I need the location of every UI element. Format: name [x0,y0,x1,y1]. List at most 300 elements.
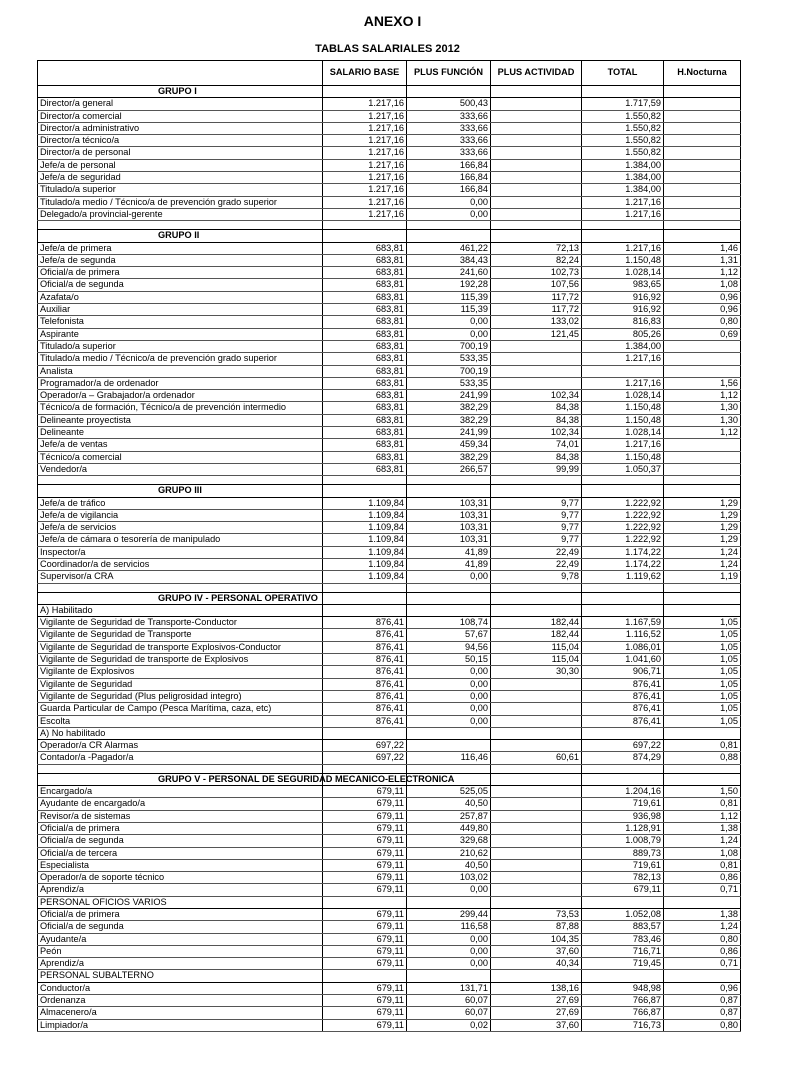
cell-h-nocturna: 1,05 [664,617,741,629]
cell-plus-funcion: 533,35 [407,353,491,365]
table-row [38,982,741,994]
cell-total: 805,26 [582,328,664,340]
cell-category: Oficial/a de primera [38,822,323,834]
cell-h-nocturna: 1,29 [664,522,741,534]
cell-plus-funcion: 241,99 [407,390,491,402]
cell-plus-actividad: 115,04 [491,641,582,653]
cell-total [582,221,664,230]
cell-h-nocturna [664,230,741,242]
group-header-row [38,773,741,785]
cell-category: Programador/a de ordenador [38,377,323,389]
table-row [38,159,741,171]
cell-plus-actividad [491,798,582,810]
cell-total: 1.116,52 [582,629,664,641]
cell-total: 876,41 [582,678,664,690]
cell-plus-actividad: 37,60 [491,1019,582,1031]
table-row [38,958,741,970]
cell-salario-base: 679,11 [323,1019,407,1031]
cell-salario-base: 697,22 [323,752,407,764]
cell-salario-base: 679,11 [323,1007,407,1019]
header-plus-actividad: PLUS ACTIVIDAD [491,61,582,86]
cell-category: Escolta [38,715,323,727]
cell-salario-base: 683,81 [323,377,407,389]
section-header-row [38,896,741,908]
cell-h-nocturna: 0,86 [664,872,741,884]
group-header-row [38,592,741,604]
cell-total: 1.550,82 [582,135,664,147]
cell-total: 1.222,92 [582,534,664,546]
cell-plus-actividad: 84,38 [491,402,582,414]
cell-h-nocturna: 0,80 [664,1019,741,1031]
cell-category: Director/a comercial [38,110,323,122]
cell-plus-actividad: 102,73 [491,267,582,279]
cell-h-nocturna [664,896,741,908]
cell-total: 883,57 [582,921,664,933]
header-plus-funcion: PLUS FUNCIÓN [407,61,491,86]
cell-category: Titulado/a superior [38,184,323,196]
cell-category: Encargado/a [38,786,323,798]
cell-total: 1.222,92 [582,509,664,521]
cell-plus-actividad [491,703,582,715]
cell-plus-actividad [491,859,582,871]
cell-plus-funcion: 384,43 [407,254,491,266]
cell-h-nocturna [664,439,741,451]
cell-salario-base [323,230,407,242]
table-row [38,690,741,702]
cell-plus-funcion: 0,00 [407,945,491,957]
cell-h-nocturna: 1,38 [664,909,741,921]
cell-h-nocturna [664,365,741,377]
cell-plus-funcion: 0,00 [407,208,491,220]
cell-plus-funcion: 461,22 [407,242,491,254]
cell-category: Vigilante de Seguridad de transporte Explosivos-Conductor [38,641,323,653]
table-row [38,678,741,690]
cell-category: Director/a técnico/a [38,135,323,147]
cell-salario-base: 1.109,84 [323,571,407,583]
cell-salario-base: 683,81 [323,304,407,316]
cell-total [582,365,664,377]
cell-total: 1.717,59 [582,98,664,110]
cell-plus-funcion: 0,00 [407,715,491,727]
cell-plus-funcion: 533,35 [407,377,491,389]
cell-category: A) Habilitado [38,604,323,616]
cell-salario-base: 1.217,16 [323,135,407,147]
cell-salario-base: 683,81 [323,279,407,291]
cell-category: Supervisor/a CRA [38,571,323,583]
cell-category: Técnico/a de formación, Técnico/a de prevención intermedio [38,402,323,414]
cell-plus-actividad [491,678,582,690]
cell-h-nocturna [664,592,741,604]
cell-plus-actividad: 138,16 [491,982,582,994]
cell-plus-actividad [491,184,582,196]
spacer-row [38,583,741,592]
cell-total [582,485,664,497]
table-row [38,641,741,653]
cell-plus-actividad: 74,01 [491,439,582,451]
cell-plus-actividad [491,690,582,702]
cell-category: Vigilante de Seguridad (Plus peligrosidad integro) [38,690,323,702]
cell-salario-base: 679,11 [323,798,407,810]
cell-category: GRUPO V - PERSONAL DE SEGURIDAD MECANICO-ELECTRONICA [38,773,323,785]
cell-plus-funcion: 333,66 [407,110,491,122]
cell-salario-base: 1.109,84 [323,509,407,521]
table-row [38,340,741,352]
table-row [38,279,741,291]
cell-total: 876,41 [582,690,664,702]
cell-h-nocturna: 1,05 [664,641,741,653]
cell-category: Azafata/o [38,291,323,303]
cell-category: Director/a de personal [38,147,323,159]
cell-salario-base: 679,11 [323,958,407,970]
cell-h-nocturna [664,353,741,365]
cell-total [582,592,664,604]
section-header-row [38,970,741,982]
cell-plus-funcion: 329,68 [407,835,491,847]
cell-salario-base: 1.109,84 [323,497,407,509]
cell-plus-funcion: 60,07 [407,995,491,1007]
cell-plus-actividad: 30,30 [491,666,582,678]
table-row [38,196,741,208]
cell-h-nocturna: 1,08 [664,847,741,859]
cell-category: Aprendiz/a [38,884,323,896]
cell-salario-base: 679,11 [323,847,407,859]
cell-total: 916,92 [582,291,664,303]
cell-category: Titulado/a superior [38,340,323,352]
cell-plus-funcion [407,592,491,604]
cell-h-nocturna [664,463,741,475]
cell-total [582,476,664,485]
group-header-row [38,485,741,497]
cell-category: Peón [38,945,323,957]
cell-h-nocturna [664,172,741,184]
cell-total: 1.041,60 [582,654,664,666]
cell-category: PERSONAL SUBALTERNO [38,970,323,982]
cell-plus-funcion: 0,00 [407,884,491,896]
cell-salario-base: 683,81 [323,254,407,266]
cell-salario-base: 1.217,16 [323,196,407,208]
cell-plus-actividad: 27,69 [491,1007,582,1019]
cell-plus-actividad [491,340,582,352]
cell-plus-actividad: 102,34 [491,390,582,402]
header-category [38,61,323,86]
cell-salario-base [323,604,407,616]
cell-h-nocturna [664,98,741,110]
cell-h-nocturna: 1,24 [664,546,741,558]
cell-h-nocturna [664,147,741,159]
cell-h-nocturna [664,451,741,463]
cell-plus-funcion: 299,44 [407,909,491,921]
cell-plus-funcion: 108,74 [407,617,491,629]
cell-h-nocturna: 0,81 [664,740,741,752]
cell-plus-funcion: 60,07 [407,1007,491,1019]
cell-plus-funcion: 115,39 [407,304,491,316]
cell-plus-funcion: 0,00 [407,196,491,208]
table-row [38,291,741,303]
cell-salario-base: 876,41 [323,703,407,715]
cell-total: 1.174,22 [582,558,664,570]
cell-plus-funcion: 0,00 [407,571,491,583]
cell-salario-base: 683,81 [323,451,407,463]
cell-plus-actividad: 99,99 [491,463,582,475]
cell-category: GRUPO IV - PERSONAL OPERATIVO [38,592,323,604]
cell-plus-funcion: 382,29 [407,402,491,414]
cell-plus-actividad [491,98,582,110]
cell-total: 782,13 [582,872,664,884]
cell-category: GRUPO III [38,485,323,497]
cell-plus-actividad [491,896,582,908]
cell-category: Limpiador/a [38,1019,323,1031]
cell-salario-base [323,485,407,497]
cell-total: 1.217,16 [582,242,664,254]
cell-h-nocturna [664,221,741,230]
table-row [38,316,741,328]
cell-plus-actividad [491,476,582,485]
cell-plus-funcion: 382,29 [407,414,491,426]
cell-h-nocturna: 0,96 [664,982,741,994]
cell-plus-funcion: 41,89 [407,546,491,558]
cell-total: 1.052,08 [582,909,664,921]
cell-category: Jefe/a de seguridad [38,172,323,184]
cell-salario-base: 683,81 [323,242,407,254]
cell-category: Vigilante de Explosivos [38,666,323,678]
cell-category: Inspector/a [38,546,323,558]
cell-h-nocturna: 1,24 [664,921,741,933]
cell-plus-actividad [491,172,582,184]
cell-category: Jefe/a de cámara o tesorería de manipulado [38,534,323,546]
cell-salario-base: 679,11 [323,921,407,933]
cell-total: 906,71 [582,666,664,678]
cell-plus-funcion: 50,15 [407,654,491,666]
table-row [38,884,741,896]
cell-h-nocturna [664,476,741,485]
cell-total [582,86,664,98]
cell-h-nocturna [664,196,741,208]
cell-plus-funcion: 333,66 [407,147,491,159]
cell-plus-actividad: 22,49 [491,558,582,570]
table-row [38,304,741,316]
cell-h-nocturna: 1,24 [664,835,741,847]
cell-total [582,230,664,242]
cell-h-nocturna: 1,05 [664,703,741,715]
cell-plus-funcion [407,604,491,616]
cell-plus-funcion: 0,00 [407,703,491,715]
cell-h-nocturna: 1,05 [664,715,741,727]
cell-h-nocturna: 1,50 [664,786,741,798]
cell-total: 716,73 [582,1019,664,1031]
table-row [38,654,741,666]
cell-plus-funcion: 0,00 [407,678,491,690]
table-row [38,798,741,810]
cell-total: 916,92 [582,304,664,316]
cell-plus-funcion: 103,02 [407,872,491,884]
cell-salario-base: 1.217,16 [323,98,407,110]
table-body [38,86,741,1032]
cell-plus-funcion [407,86,491,98]
cell-plus-actividad: 182,44 [491,629,582,641]
table-row [38,184,741,196]
table-row [38,172,741,184]
header-h-nocturna: H.Nocturna [664,61,741,86]
cell-category: Coordinador/a de servicios [38,558,323,570]
cell-salario-base: 683,81 [323,439,407,451]
cell-total: 716,71 [582,945,664,957]
cell-salario-base: 683,81 [323,427,407,439]
cell-plus-actividad [491,727,582,739]
cell-salario-base: 683,81 [323,365,407,377]
page-title: ANEXO I [363,13,422,29]
cell-plus-actividad [491,835,582,847]
table-row [38,835,741,847]
cell-h-nocturna: 1,46 [664,242,741,254]
cell-category: Titulado/a medio / Técnico/a de prevención grado superior [38,196,323,208]
cell-plus-actividad: 102,34 [491,427,582,439]
table-row [38,328,741,340]
cell-h-nocturna: 0,80 [664,316,741,328]
cell-category: Vigilante de Seguridad de Transporte [38,629,323,641]
cell-plus-actividad [491,810,582,822]
cell-total: 1.384,00 [582,184,664,196]
cell-salario-base: 1.217,16 [323,172,407,184]
cell-plus-funcion: 459,34 [407,439,491,451]
cell-salario-base: 1.109,84 [323,534,407,546]
cell-plus-actividad: 22,49 [491,546,582,558]
table-row [38,752,741,764]
cell-salario-base: 683,81 [323,353,407,365]
cell-h-nocturna: 1,19 [664,571,741,583]
cell-total: 874,29 [582,752,664,764]
cell-h-nocturna: 0,71 [664,958,741,970]
cell-h-nocturna: 1,12 [664,267,741,279]
cell-plus-funcion: 131,71 [407,982,491,994]
cell-category: Almacenero/a [38,1007,323,1019]
cell-h-nocturna: 1,56 [664,377,741,389]
cell-total: 719,61 [582,859,664,871]
salary-table [37,60,741,1032]
cell-plus-funcion: 166,84 [407,172,491,184]
cell-total: 1.150,48 [582,414,664,426]
cell-total: 719,45 [582,958,664,970]
cell-plus-actividad [491,872,582,884]
cell-plus-actividad: 117,72 [491,291,582,303]
cell-salario-base: 1.217,16 [323,184,407,196]
cell-salario-base [323,86,407,98]
cell-category: Analista [38,365,323,377]
cell-total: 1.128,91 [582,822,664,834]
cell-salario-base: 876,41 [323,666,407,678]
cell-plus-funcion: 166,84 [407,184,491,196]
table-row [38,98,741,110]
cell-salario-base: 876,41 [323,654,407,666]
cell-plus-funcion: 500,43 [407,98,491,110]
cell-salario-base: 1.217,16 [323,208,407,220]
cell-plus-actividad [491,604,582,616]
cell-plus-funcion: 700,19 [407,340,491,352]
table-row [38,451,741,463]
cell-category: Vigilante de Seguridad [38,678,323,690]
cell-plus-actividad [491,377,582,389]
cell-h-nocturna: 1,29 [664,509,741,521]
cell-plus-actividad: 133,02 [491,316,582,328]
cell-salario-base: 683,81 [323,291,407,303]
cell-category: PERSONAL OFICIOS VARIOS [38,896,323,908]
cell-category: Jefe/a de servicios [38,522,323,534]
table-row [38,945,741,957]
cell-plus-actividad [491,583,582,592]
table-row [38,571,741,583]
table-row [38,353,741,365]
cell-plus-actividad [491,221,582,230]
cell-plus-actividad [491,196,582,208]
cell-salario-base: 683,81 [323,328,407,340]
cell-plus-actividad [491,135,582,147]
cell-h-nocturna: 0,88 [664,752,741,764]
cell-h-nocturna: 1,31 [664,254,741,266]
cell-h-nocturna: 1,12 [664,390,741,402]
cell-plus-funcion: 382,29 [407,451,491,463]
cell-total: 719,61 [582,798,664,810]
cell-h-nocturna: 0,80 [664,933,741,945]
cell-total: 1.150,48 [582,451,664,463]
cell-category: Vendedor/a [38,463,323,475]
header-total: TOTAL [582,61,664,86]
cell-salario-base: 876,41 [323,678,407,690]
cell-category [38,476,323,485]
cell-h-nocturna: 0,96 [664,304,741,316]
cell-total [582,604,664,616]
table-row [38,365,741,377]
cell-h-nocturna [664,604,741,616]
cell-total: 766,87 [582,995,664,1007]
cell-total: 1.550,82 [582,110,664,122]
cell-salario-base: 1.217,16 [323,110,407,122]
cell-plus-funcion: 333,66 [407,135,491,147]
cell-total: 1.217,16 [582,208,664,220]
table-row [38,847,741,859]
cell-plus-funcion [407,970,491,982]
cell-plus-actividad: 9,77 [491,497,582,509]
table-row [38,810,741,822]
table-row [38,703,741,715]
cell-salario-base: 683,81 [323,402,407,414]
cell-category: Ayudante de encargado/a [38,798,323,810]
cell-plus-funcion: 103,31 [407,509,491,521]
table-row [38,1007,741,1019]
cell-category: Oficial/a de primera [38,909,323,921]
spacer-row [38,764,741,773]
table-row [38,534,741,546]
cell-salario-base: 679,11 [323,933,407,945]
cell-plus-actividad [491,485,582,497]
cell-h-nocturna [664,340,741,352]
table-row [38,786,741,798]
cell-salario-base: 876,41 [323,715,407,727]
cell-total: 1.217,16 [582,439,664,451]
cell-plus-funcion [407,896,491,908]
cell-category: Titulado/a medio / Técnico/a de prevención grado superior [38,353,323,365]
cell-total: 1.086,01 [582,641,664,653]
cell-plus-actividad: 9,77 [491,534,582,546]
cell-category: Jefe/a de segunda [38,254,323,266]
cell-plus-funcion [407,476,491,485]
cell-salario-base: 1.109,84 [323,558,407,570]
cell-total: 1.150,48 [582,402,664,414]
cell-total: 876,41 [582,703,664,715]
table-row [38,439,741,451]
cell-category: Aprendiz/a [38,958,323,970]
cell-plus-actividad [491,230,582,242]
cell-h-nocturna: 1,24 [664,558,741,570]
table-row [38,617,741,629]
